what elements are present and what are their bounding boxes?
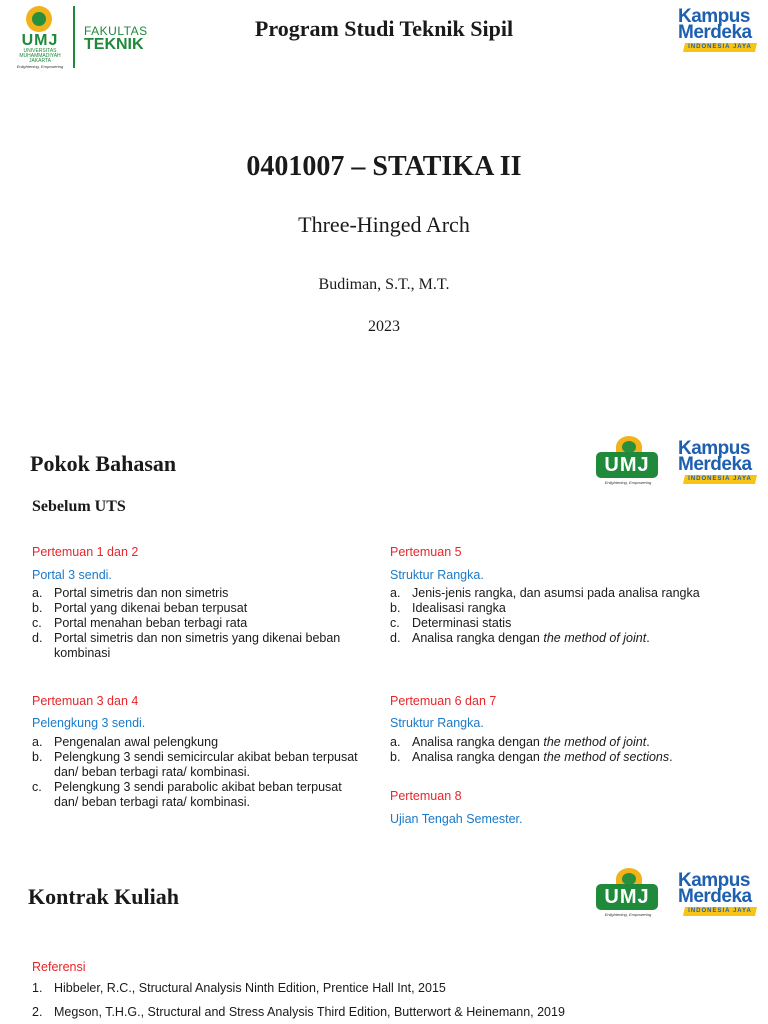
year: 2023: [368, 318, 400, 335]
kampus-merdeka-logo: Kampus Merdeka INDONESIA JAYA: [678, 870, 758, 918]
umj-short: UMJ: [21, 32, 59, 49]
umj-university-name: UNIVERSITAS MUHAMMADIYAH JAKARTA: [19, 48, 61, 64]
program-title: Program Studi Teknik Sipil: [254, 16, 514, 41]
faculty-label: FAKULTAS: [84, 24, 148, 38]
umj-tagline: Enlightening, Empowering: [16, 64, 64, 69]
list-item: d. Portal simetris dan non simetris yang dikenai beban kombinasi: [32, 631, 341, 660]
list-item: b. Portal yang dikenai beban terpusat: [32, 601, 248, 615]
list-item: d. Analisa rangka dengan the method of joint.: [390, 631, 650, 645]
topic-label: Pelengkung 3 sendi.: [32, 716, 146, 730]
list-item: a. Portal simetris dan non simetris: [32, 586, 229, 600]
course-title: 0401007 – STATIKA II: [246, 151, 522, 182]
meeting-label: Pertemuan 6 dan 7: [390, 694, 497, 708]
course-subtitle: Three-Hinged Arch: [298, 212, 470, 237]
topic-list: [390, 735, 730, 765]
list-item: c. Portal menahan beban terbagi rata: [32, 616, 248, 630]
topic-label: Struktur Rangka.: [390, 716, 484, 730]
list-item: c. Pelengkung 3 sendi parabolic akibat beban terpusat dan/ beban terbagi rata/ kombinasi.: [32, 780, 342, 809]
faculty-name: TEKNIK: [84, 36, 144, 53]
meeting-label: Pertemuan 1 dan 2: [32, 545, 139, 559]
meeting-label: Pertemuan 3 dan 4: [32, 694, 139, 708]
kontrak-kuliah-title: Kontrak Kuliah: [28, 884, 179, 909]
list-item: a. Analisa rangka dengan the method of joint.: [390, 735, 650, 749]
meeting-label: Pertemuan 5: [390, 545, 462, 559]
topic-list: [32, 735, 362, 810]
umj-logo-small: UMJ Enlightening, Empowering: [596, 868, 660, 926]
pokok-bahasan-title: Pokok Bahasan: [30, 451, 177, 476]
list-item: a. Pengenalan awal pelengkung: [32, 735, 219, 749]
author: Budiman, S.T., M.T.: [318, 276, 450, 293]
list-item: b. Analisa rangka dengan the method of sections.: [390, 750, 673, 764]
sebelum-uts-subtitle: Sebelum UTS: [32, 498, 126, 515]
referensi-heading: Referensi: [32, 960, 86, 974]
list-item: c. Determinasi statis: [390, 616, 512, 630]
kampus-merdeka-logo: Kampus Merdeka INDONESIA JAYA: [678, 6, 758, 54]
topic-label: Struktur Rangka.: [390, 568, 484, 582]
topic-label: Ujian Tengah Semester.: [390, 812, 523, 826]
topic-label: Portal 3 sendi.: [32, 568, 112, 582]
list-item: b. Pelengkung 3 sendi semicircular akibat beban terpusat dan/ beban terbagi rata/ kombinasi.: [32, 750, 358, 779]
list-item: b. Idealisasi rangka: [390, 601, 506, 615]
topic-list: [390, 586, 720, 646]
umj-logo-small: UMJ Enlightening, Empowering: [596, 436, 660, 494]
meeting-label: Pertemuan 8: [390, 789, 462, 803]
reference-item: 2. Megson, T.H.G., Structural and Stress Analysis Third Edition, Butterwort & Heinemann, 2019: [32, 1005, 565, 1019]
kampus-merdeka-logo: Kampus Merdeka INDONESIA JAYA: [678, 438, 758, 486]
topic-list: [32, 586, 362, 661]
list-item: a. Jenis-jenis rangka, dan asumsi pada analisa rangka: [390, 586, 700, 600]
reference-item: 1. Hibbeler, R.C., Structural Analysis Ninth Edition, Prentice Hall Int, 2015: [32, 981, 446, 995]
